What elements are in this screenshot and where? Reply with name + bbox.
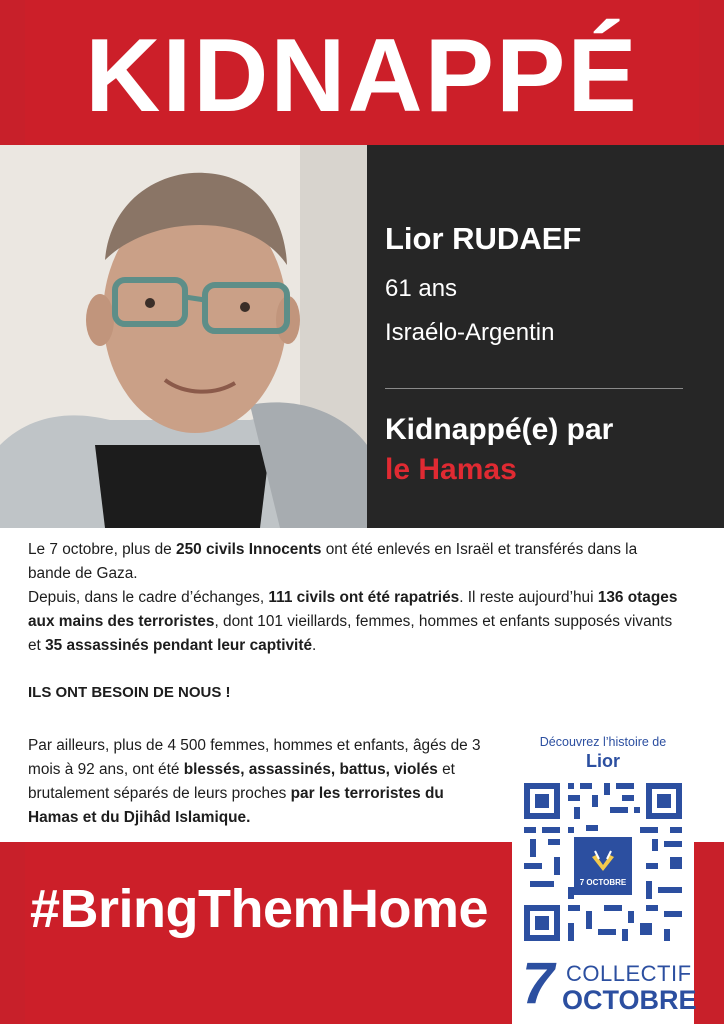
portrait-photo: [0, 145, 367, 528]
kidnapped-by: le Hamas: [385, 453, 517, 486]
person-nationality: Israélo-Argentin: [385, 319, 555, 346]
title-panel: [25, 0, 699, 145]
paragraph-3: Par ailleurs, plus de 4 500 femmes, hommes et enfants, âgés de 3 mois à 92 ans, ont été blessés, assassinés, battus, violés et brutalement séparés de leurs proches par les terroristes du Hamas et du Djihâd Islamique.: [28, 737, 481, 826]
collective-seven: 7: [522, 951, 555, 1016]
discover-name: Lior: [586, 751, 620, 771]
divider: [385, 388, 683, 389]
body-text: [28, 538, 678, 658]
qr-logo-text: 7 OCTOBRE: [579, 878, 627, 887]
person-age: 61 ans: [385, 275, 458, 302]
hashtag: #BringThemHome: [30, 879, 489, 939]
kidnapped-label: Kidnappé(e) par: [385, 413, 614, 446]
paragraph-1: Le 7 octobre, plus de 250 civils Innocents ont été enlevés en Israël et transférés dans la bande de Gaza.: [28, 541, 638, 582]
info-panel: [367, 145, 724, 528]
qr-block: [512, 727, 697, 1024]
call-to-action: ILS ONT BESOIN DE NOUS !: [28, 684, 231, 701]
discover-text: Découvrez l’histoire de: [539, 735, 667, 749]
paragraph-2: Depuis, dans le cadre d’échanges, 111 civils ont été rapatriés. Il reste aujourd’hui 136 otages aux mains des terroristes, dont 101 vieillards, femmes, hommes et enfants supposés vivants et 35 assassinés pendant leur captivité.: [28, 589, 678, 654]
qr-code[interactable]: [520, 779, 686, 945]
collective-octobre: OCTOBRE: [562, 985, 697, 1015]
collective-word: COLLECTIF: [566, 961, 692, 986]
person-name: Lior RUDAEF: [385, 221, 582, 256]
collective-logo: [512, 951, 697, 1021]
poster-title: KIDNAPPÉ: [85, 17, 639, 134]
